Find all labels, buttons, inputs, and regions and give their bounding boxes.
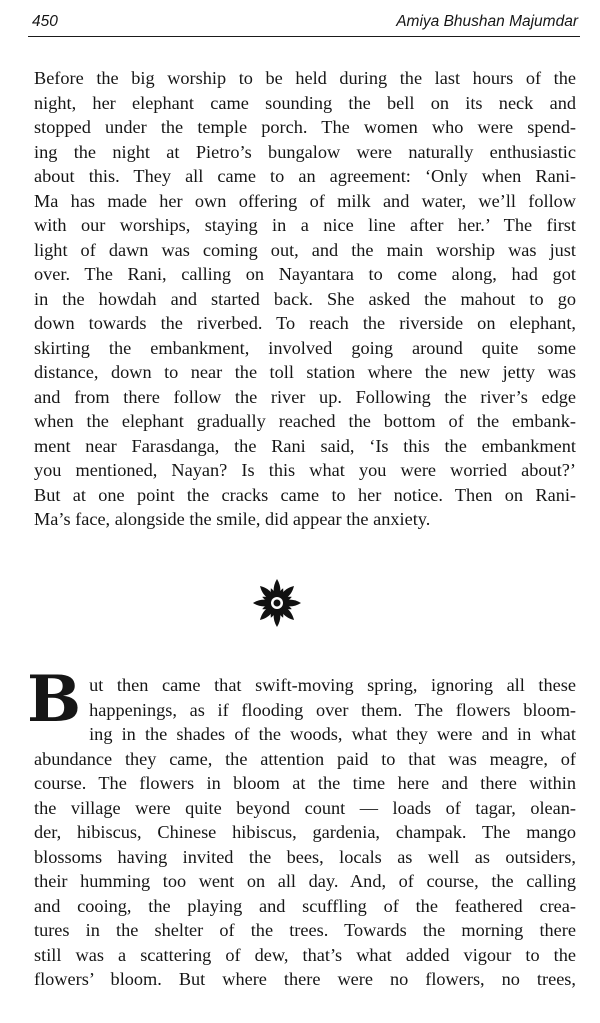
text-line: But at one point the cracks came to her notice. Then on Rani- [34, 484, 576, 505]
text-line: still was a scattering of dew, that’s what added vigour to the [34, 944, 576, 965]
text-line: stopped under the temple porch. The women who were spend- [34, 117, 576, 137]
text-line: the village were quite beyond count — loads of tagar, olean- [34, 797, 576, 818]
text-line: abundance they came, the attention paid to that was meagre, of [34, 748, 576, 769]
floral-ornament-icon [252, 578, 302, 628]
text-line: der, hibiscus, Chinese hibiscus, gardenia, champak. The mango [34, 822, 576, 842]
text-line: tures in the shelter of the trees. Towards the morning there [34, 920, 576, 940]
text-line: skirting the embankment, involved going around quite some [34, 337, 576, 358]
text-line: night, her elephant came sounding the bell on its neck and [34, 92, 576, 113]
text-line: course. The flowers in bloom at the time here and there within [34, 773, 576, 793]
running-header [28, 10, 580, 37]
text-line: and cooing, the playing and scuffling of the feathered crea- [34, 895, 576, 916]
text-line: with our worships, staying in a nice line after her.’ The first [34, 215, 576, 235]
paragraph-2 [27, 662, 576, 992]
text-line: and from there follow the river up. Following the river’s edge [34, 386, 576, 407]
running-author: Amiya Bhushan Majumdar [396, 13, 578, 30]
text-line: their humming too went on all day. And, of course, the calling [34, 871, 576, 891]
text-line: blossoms having invited the bees, locals as well as outsiders, [34, 846, 576, 867]
text-line: in the howdah and started back. She asked the mahout to go [34, 288, 576, 309]
text-line: Ma has made her own offering of milk and water, we’ll follow [34, 190, 576, 211]
page-number: 450 [32, 13, 58, 30]
text-line: ing the night at Pietro’s bungalow were naturally enthusiastic [34, 141, 576, 162]
text-line: happenings, as if flooding over them. The flowers bloom- [89, 699, 576, 720]
paragraph-1 [34, 66, 576, 532]
text-line: you mentioned, Nayan? Is this what you were worried about?’ [34, 460, 576, 480]
text-line: about this. They all came to an agreement: ‘Only when Rani- [34, 166, 576, 186]
text-line: over. The Rani, calling on Nayantara to come along, had got [34, 264, 576, 284]
text-line: ing in the shades of the woods, what they were and in what [89, 724, 576, 744]
drop-cap: B [27, 662, 82, 737]
text-line: ut then came that swift-moving spring, ignoring all these [89, 675, 576, 695]
text-line: Ma’s face, alongside the smile, did appear the anxiety. [34, 509, 431, 529]
text-line: when the elephant gradually reached the bottom of the embank- [34, 411, 576, 431]
text-line: light of dawn was coming out, and the main worship was just [34, 239, 576, 260]
text-line: down towards the riverbed. To reach the riverside on elephant, [34, 313, 576, 333]
text-line: flowers’ bloom. But where there were no flowers, no trees, [34, 969, 576, 989]
text-line: ment near Farasdanga, the Rani said, ‘Is this the embankment [34, 435, 576, 456]
text-line: Before the big worship to be held during the last hours of the [34, 68, 576, 88]
text-line: distance, down to near the toll station where the new jetty was [34, 362, 576, 382]
